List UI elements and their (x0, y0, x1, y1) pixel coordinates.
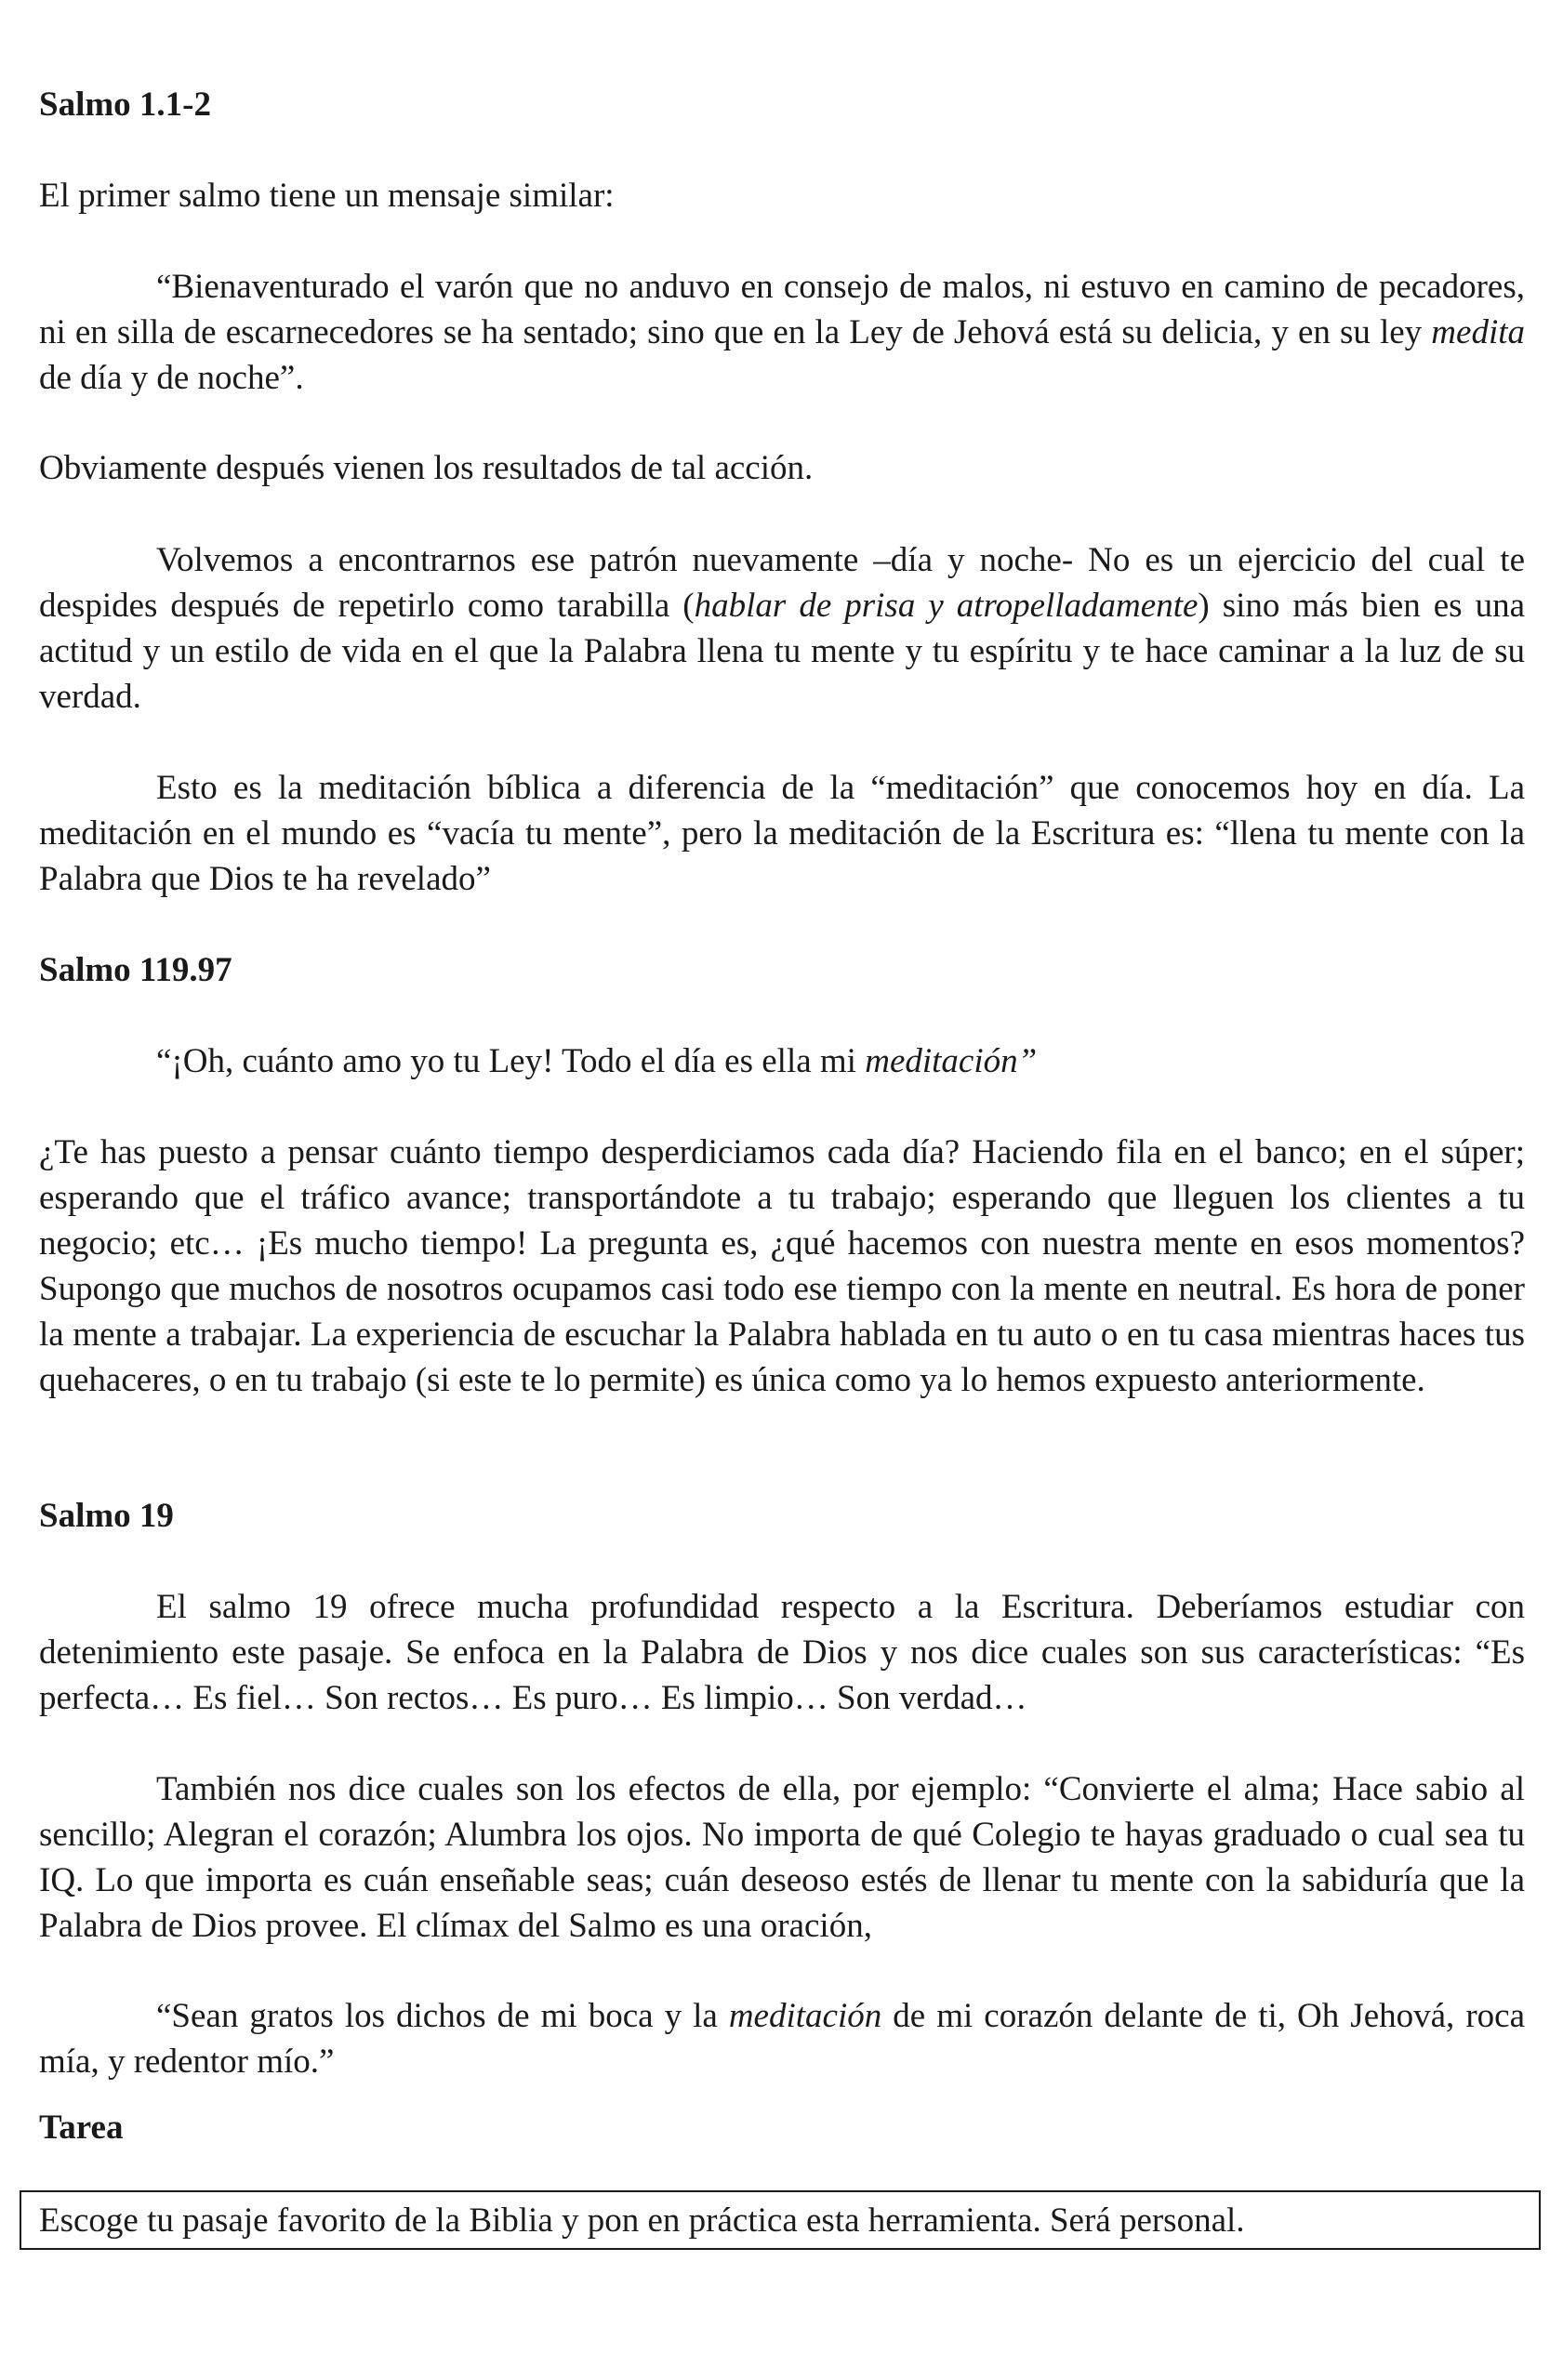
heading-salmo-1: Salmo 1.1-2 (39, 86, 211, 124)
paragraph-time: ¿Te has puesto a pensar cuánto tiempo desperdiciamos cada día? Haciendo fila en el banco; en el súper; esperando que el tráfico avance; transportándote a tu trabajo; esperando que lleguen los clientes a tu negocio; etc… ¡Es mucho tiempo! La pregunta es, ¿qué hacemos con nuestra mente en esos momentos? Supongo que muchos de nosotros ocupamos casi todo ese tiempo con la mente en neutral. Es hora de poner la mente a trabajar. La experiencia de escuchar la Palabra hablada en tu auto o en tu casa mientras haces tus quehaceres, o en tu trabajo (si este te lo permite) es única como ya lo hemos expuesto anteriormente. (39, 1133, 1525, 1399)
quote-text: “Sean gratos los dichos de mi boca y la (156, 1997, 729, 2035)
paragraph-text: Volvemos a encontrarnos ese patrón nuevamente –día y noche- No es un ejercicio del cual te despides después de repetirlo como tarabilla ( (39, 541, 1525, 625)
quote-salmo-119 (39, 1038, 1525, 1084)
quote-salmo-19 (39, 1993, 1525, 2084)
paragraph-text-end: ) sino más bien es una actitud y un estilo de vida en el que la Palabra llena tu mente y tu espíritu y te hace caminar a la luz de su verdad. (39, 587, 1526, 716)
task-box (20, 2190, 1541, 2250)
quote-emphasis: meditación” (865, 1042, 1038, 1080)
paragraph-salmo-19: El salmo 19 ofrece mucha profundidad respecto a la Escritura. Deberíamos estudiar con detenimiento este pasaje. Se enfoca en la Palabra de Dios y nos dice cuales son sus características: “Es perfecta… Es fiel… Son rectos… Es puro… Es limpio… Son verdad… (39, 1588, 1525, 1717)
quote-salmo-1 (39, 264, 1525, 401)
quote-text-end: de mi corazón delante de ti, Oh Jehová, roca mía, y redentor mío.” (39, 1997, 1525, 2081)
quote-text: “Bienaventurado el varón que no anduvo en consejo de malos, ni estuvo en camino de pecadores, ni en silla de escarnecedores se ha sentado; sino que en la Ley de Jehová está su delicia, y en su ley (39, 268, 1525, 351)
quote-emphasis: meditación (728, 1997, 882, 2035)
heading-tarea: Tarea (39, 2109, 124, 2147)
paragraph-result: Obviamente después vienen los resultados de tal acción. (39, 449, 814, 487)
heading-salmo-119: Salmo 119.97 (39, 951, 232, 989)
heading-salmo-19: Salmo 19 (39, 1497, 174, 1535)
paragraph-pattern (39, 537, 1525, 720)
paragraph-meditation: Esto es la meditación bíblica a diferencia de la “meditación” que conocemos hoy en día. La meditación en el mundo es “vacía tu mente”, pero la meditación de la Escritura es: “llena tu mente con la Palabra que Dios te ha revelado” (39, 769, 1525, 898)
paragraph-emphasis: hablar de prisa y atropelladamente (694, 587, 1199, 625)
task-text: Escoge tu pasaje favorito de la Biblia y pon en práctica esta herramienta. Será personal. (39, 2202, 1245, 2240)
paragraph-intro: El primer salmo tiene un mensaje similar: (39, 177, 615, 215)
quote-text: “¡Oh, cuánto amo yo tu Ley! Todo el día es ella mi (156, 1042, 866, 1080)
paragraph-effects: También nos dice cuales son los efectos de ella, por ejemplo: “Convierte el alma; Hace sabio al sencillo; Alegran el corazón; Alumbra los ojos. No importa de qué Colegio te hayas graduado o cual sea tu IQ. Lo que importa es cuán enseñable seas; cuán deseoso estés de llenar tu mente con la sabiduría que la Palabra de Dios provee. El clímax del Salmo es una oración, (39, 1770, 1525, 1945)
quote-text-end: de día y de noche”. (39, 359, 304, 397)
quote-emphasis: medita (1431, 313, 1525, 351)
